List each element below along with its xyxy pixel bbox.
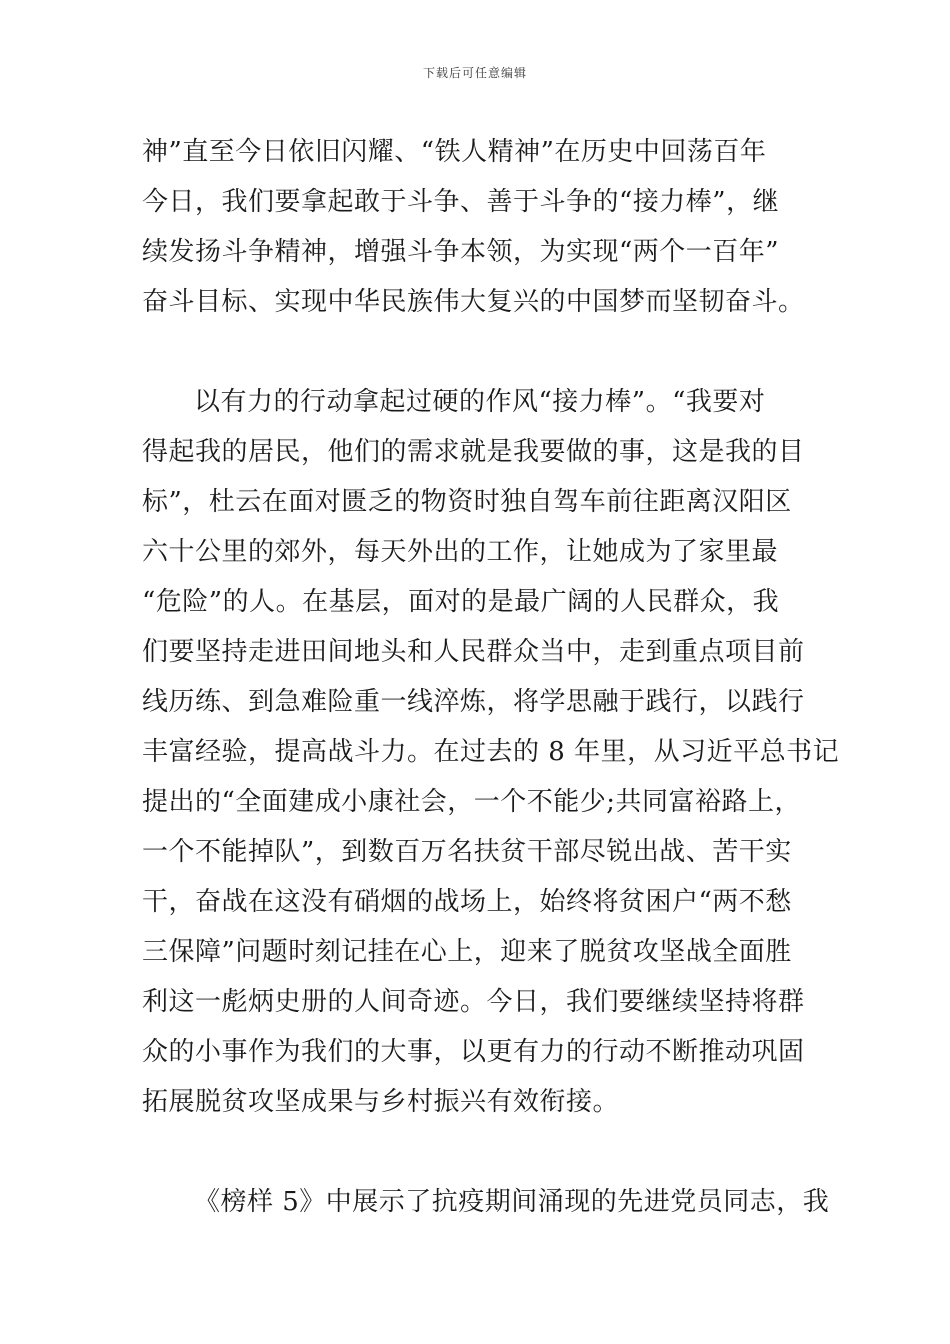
text-line: “危险”的人。在基层，面对的是最广阔的人民群众，我 (142, 587, 780, 617)
text-line: 们要坚持走进田间地头和人民群众当中，走到重点项目前 (142, 637, 805, 667)
text-line: 线历练、到急难险重一线淬炼，将学思融于践行，以践行 (142, 687, 805, 717)
text-line: 得起我的居民，他们的需求就是我要做的事，这是我的目 (142, 437, 805, 467)
text-line: 奋斗目标、实现中华民族伟大复兴的中国梦而坚韧奋斗。 (142, 287, 805, 317)
text-line: 标”，杜云在面对匮乏的物资时独自驾车前往距离汉阳区 (142, 487, 792, 517)
paragraph-gap (142, 327, 808, 377)
text-line: 今日，我们要拿起敢于斗争、善于斗争的“接力棒”，继 (142, 187, 780, 217)
paragraph (142, 1177, 830, 1227)
text-line: 利这一彪炳史册的人间奇迹。今日，我们要继续坚持将群 (142, 987, 805, 1017)
page-header: 下载后可任意编辑 (422, 66, 527, 80)
paragraph (142, 377, 840, 1127)
text-line: 《榜样 5》中展示了抗疫期间涌现的先进党员同志，我 (194, 1187, 830, 1217)
text-line: 一个不能掉队”，到数百万名扶贫干部尽锐出战、苦干实 (142, 837, 792, 867)
text-line: 神”直至今日依旧闪耀、“铁人精神”在历史中回荡百年 (142, 137, 767, 167)
document-body (142, 127, 840, 1227)
paragraph-gap (142, 1127, 808, 1177)
text-line: 六十公里的郊外，每天外出的工作，让她成为了家里最 (142, 537, 779, 567)
text-line: 干，奋战在这没有硝烟的战场上，始终将贫困户“两不愁 (142, 887, 792, 917)
text-line: 续发扬斗争精神，增强斗争本领，为实现“两个一百年” (142, 237, 780, 267)
text-line: 拓展脱贫攻坚成果与乡村振兴有效衔接。 (142, 1087, 620, 1117)
text-line: 丰富经验，提高战斗力。在过去的 8 年里，从习近平总书记 (142, 737, 840, 767)
text-line: 以有力的行动拿起过硬的作风“接力棒”。“我要对 (194, 387, 766, 417)
text-line: 众的小事作为我们的大事，以更有力的行动不断推动巩固 (142, 1037, 805, 1067)
text-line: 三保障”问题时刻记挂在心上，迎来了脱贫攻坚战全面胜 (142, 937, 792, 967)
paragraph (142, 127, 808, 327)
text-line: 提出的“全面建成小康社会，一个不能少;共同富裕路上， (142, 787, 802, 817)
